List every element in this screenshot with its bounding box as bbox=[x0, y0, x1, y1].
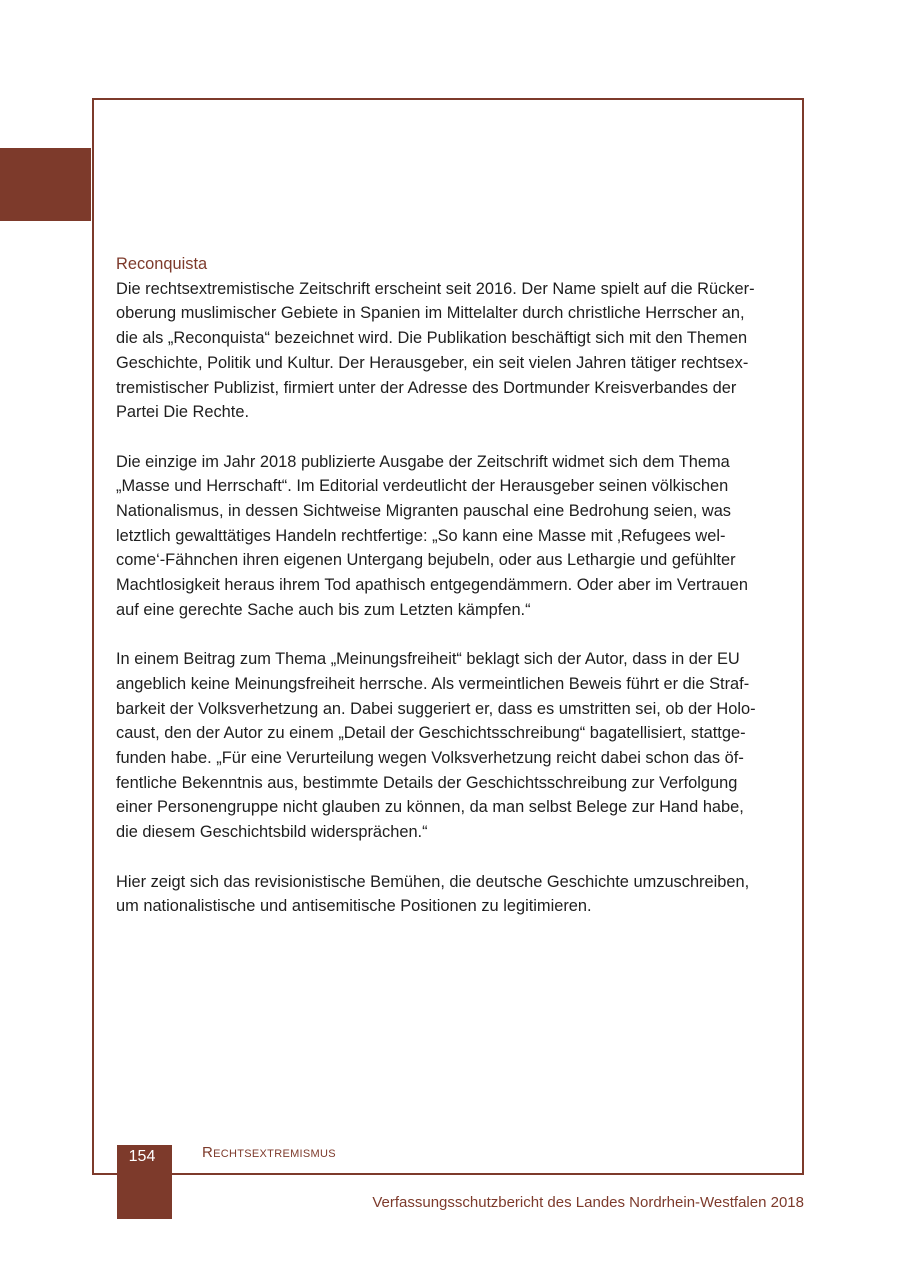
section-label: Rechtsextremismus bbox=[202, 1144, 336, 1161]
footer-publication-title: Verfassungsschutzbericht des Landes Nordrhein-Westfalen 2018 bbox=[372, 1194, 804, 1211]
article-heading: Reconquista bbox=[116, 255, 208, 273]
page-number: 154 bbox=[128, 1148, 156, 1165]
page-number-box bbox=[117, 1145, 172, 1219]
paragraph-4: Hier zeigt sich das revisionistische Bemühen, die deutsche Geschichte umzuschreiben, um nationalistische und antisemitische Positionen zu legitimieren. bbox=[116, 872, 750, 916]
article-body bbox=[116, 252, 784, 944]
paragraph-3: In einem Beitrag zum Thema „Meinungsfreiheit“ beklagt sich der Autor, dass in der EU angeblich keine Meinungsfreiheit herrsche. Als vermeintlichen Beweis führt er die Straf- barkeit der Volksverhetzung an. Dabei suggeriert er, dass es umstritten sei, ob der Holo- caust, den der Autor zu einem „Detail der Geschichtsschreibung“ bagatellisiert, stattge- funden habe. „Für eine Verurteilung wegen Volksverhetzung reicht dabei schon das öf- fentliche Bekenntnis aus, bestimmte Details der Geschichtsschreibung zur Verfolgung einer Personengruppe nicht glauben zu können, da man selbst Belege zur Hand habe, die diesem Geschichtsbild widersprächen.“ bbox=[116, 650, 756, 842]
paragraph-2: Die einzige im Jahr 2018 publizierte Ausgabe der Zeitschrift widmet sich dem Thema „Masse und Herrschaft“. Im Editorial verdeutlicht der Herausgeber seinen völkischen Nationalismus, in dessen Sichtweise Migranten pauschal eine Bedrohung seien, was letztlich gewalttätiges Handeln rechtfertige: „So kann eine Masse mit ‚Refugees wel- come‘-Fähnchen ihren eigenen Untergang bejubeln, oder aus Lethargie und gefühlter Machtlosigkeit heraus ihrem Tod apathisch entgegendämmern. Oder aber im Vertrauen auf eine gerechte Sache auch bis zum Letzten kämpfen.“ bbox=[116, 452, 748, 619]
paragraph-1: Die rechtsextremistische Zeitschrift erscheint seit 2016. Der Name spielt auf die Rücker- oberung muslimischer Gebiete in Spanien im Mittelalter durch christliche Herrscher an, die als „Reconquista“ bezeichnet wird. Die Publikation beschäftigt sich mit den Themen Geschichte, Politik und Kultur. Der Herausgeber, ein seit vielen Jahren tätiger rechtsex- tremistischer Publizist, firmiert unter der Adresse des Dortmunder Kreisverbandes der Partei Die Rechte. bbox=[116, 279, 755, 422]
chapter-tab-marker bbox=[0, 148, 91, 221]
